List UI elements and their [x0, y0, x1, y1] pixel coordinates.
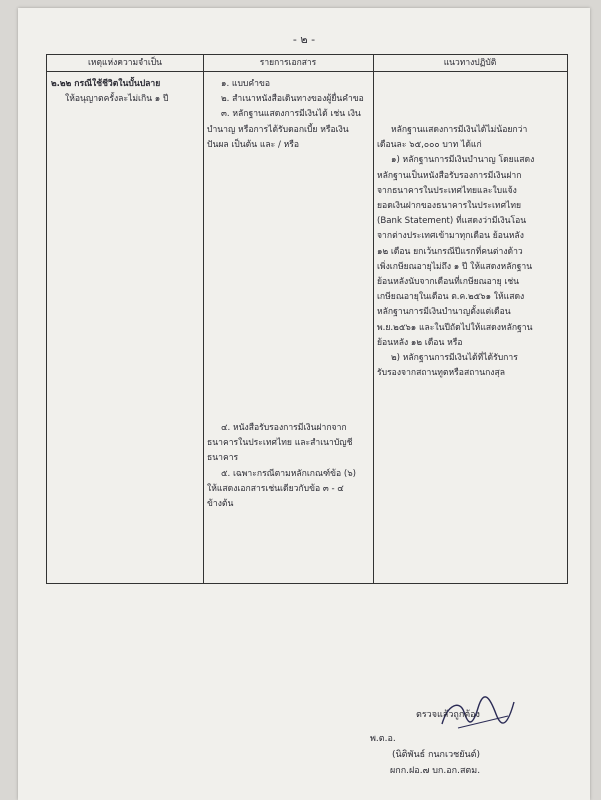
document-page	[18, 8, 590, 800]
guide-line: หลักฐานแสดงการมีเงินได้ไม่น้อยกว่า	[391, 125, 528, 135]
guide-line: ๑) หลักฐานการมีเงินบำนาญ โดยแสดง	[391, 155, 535, 166]
signer-position: ผกก.ฝอ.๗ บก.อก.สตม.	[390, 766, 481, 776]
guide-line: ย้อนหลังนับจากเดือนที่เกษียณอายุ เช่น	[377, 277, 520, 288]
table-header	[47, 55, 567, 72]
guide-line: ย้อนหลัง ๑๒ เดือน หรือ	[377, 337, 463, 348]
doc-line: ให้แสดงเอกสารเช่นเดียวกับข้อ ๓ - ๔	[207, 483, 344, 494]
doc-line: ธนาคารในประเทศไทย และสำเนาบัญชี	[207, 438, 353, 449]
guide-line: จากต่างประเทศเข้ามาทุกเดือน ย้อนหลัง	[377, 231, 524, 242]
doc-line: ๔. หนังสือรับรองการมีเงินฝากจาก	[221, 423, 347, 433]
guide-line: เดือนละ ๖๕,๐๐๐ บาท ได้แก่	[377, 140, 482, 151]
column-divider	[373, 55, 374, 583]
documents-column-bottom	[207, 421, 371, 512]
header-documents: รายการเอกสาร	[259, 58, 317, 68]
page-number: - ๒ -	[292, 33, 316, 46]
doc-line: ๓. หลักฐานแสดงการมีเงินได้ เช่น เงิน	[221, 109, 361, 120]
reason-title: ๒.๒๒ กรณีใช้ชีวิตในบั้นปลาย	[51, 79, 161, 89]
rank-initials: พ.ต.อ.	[370, 734, 396, 744]
header-reason: เหตุแห่งความจำเป็น	[88, 58, 162, 68]
guide-line: จากธนาคารในประเทศไทยและใบแจ้ง	[377, 185, 517, 196]
guide-line: หลักฐานการมีเงินบำนาญตั้งแต่เดือน	[377, 307, 511, 318]
doc-line: ๕. เฉพาะกรณีตามหลักเกณฑ์ข้อ (๖)	[221, 468, 357, 479]
guide-line: รับรองจากสถานทูตหรือสถานกงสุล	[377, 368, 506, 379]
column-divider	[203, 55, 204, 583]
doc-line: ปันผล เป็นต้น และ / หรือ	[207, 139, 300, 150]
guide-line: เกษียณอายุในเดือน ต.ค.๒๕๖๑ ให้แสดง	[377, 292, 525, 303]
guide-line: ๒) หลักฐานการมีเงินได้ที่ได้รับการ	[391, 353, 518, 364]
documents-column-top	[207, 77, 371, 153]
guide-line: ๑๒ เดือน ยกเว้นกรณีปีแรกที่คนต่างด้าว	[377, 246, 523, 257]
doc-line: ๑. แบบคำขอ	[221, 79, 270, 89]
guide-line: หลักฐานเป็นหนังสือรับรองการมีเงินฝาก	[377, 170, 522, 181]
doc-line: ๒. สำเนาหนังสือเดินทางของผู้ยื่นคำขอ	[221, 94, 364, 105]
guidelines-column	[377, 123, 565, 381]
doc-line: บำนาญ หรือการได้รับดอกเบี้ย หรือเงิน	[207, 124, 349, 135]
doc-line: ธนาคาร	[207, 453, 239, 464]
reason-detail: ให้อนุญาตครั้งละไม่เกิน ๑ ปี	[65, 94, 169, 105]
guide-line: ยอดเงินฝากของธนาคารในประเทศไทย	[377, 201, 522, 212]
guide-line: เพิ่งเกษียณอายุไม่ถึง ๑ ปี ให้แสดงหลักฐาน	[377, 261, 533, 272]
header-guidelines: แนวทางปฏิบัติ	[443, 58, 497, 68]
reason-column	[51, 77, 201, 107]
doc-line: ข้างต้น	[207, 499, 234, 510]
requirements-table	[46, 54, 568, 584]
signer-name: (นิติพันธ์ กนกเวชยันต์)	[392, 750, 481, 760]
certified-text: ตรวจแล้วถูกต้อง	[416, 710, 480, 720]
guide-line: (Bank Statement) ที่แสดงว่ามีเงินโอน	[377, 216, 527, 227]
guide-line: พ.ย.๒๕๖๑ และในปีถัดไปให้แสดงหลักฐาน	[377, 322, 533, 333]
